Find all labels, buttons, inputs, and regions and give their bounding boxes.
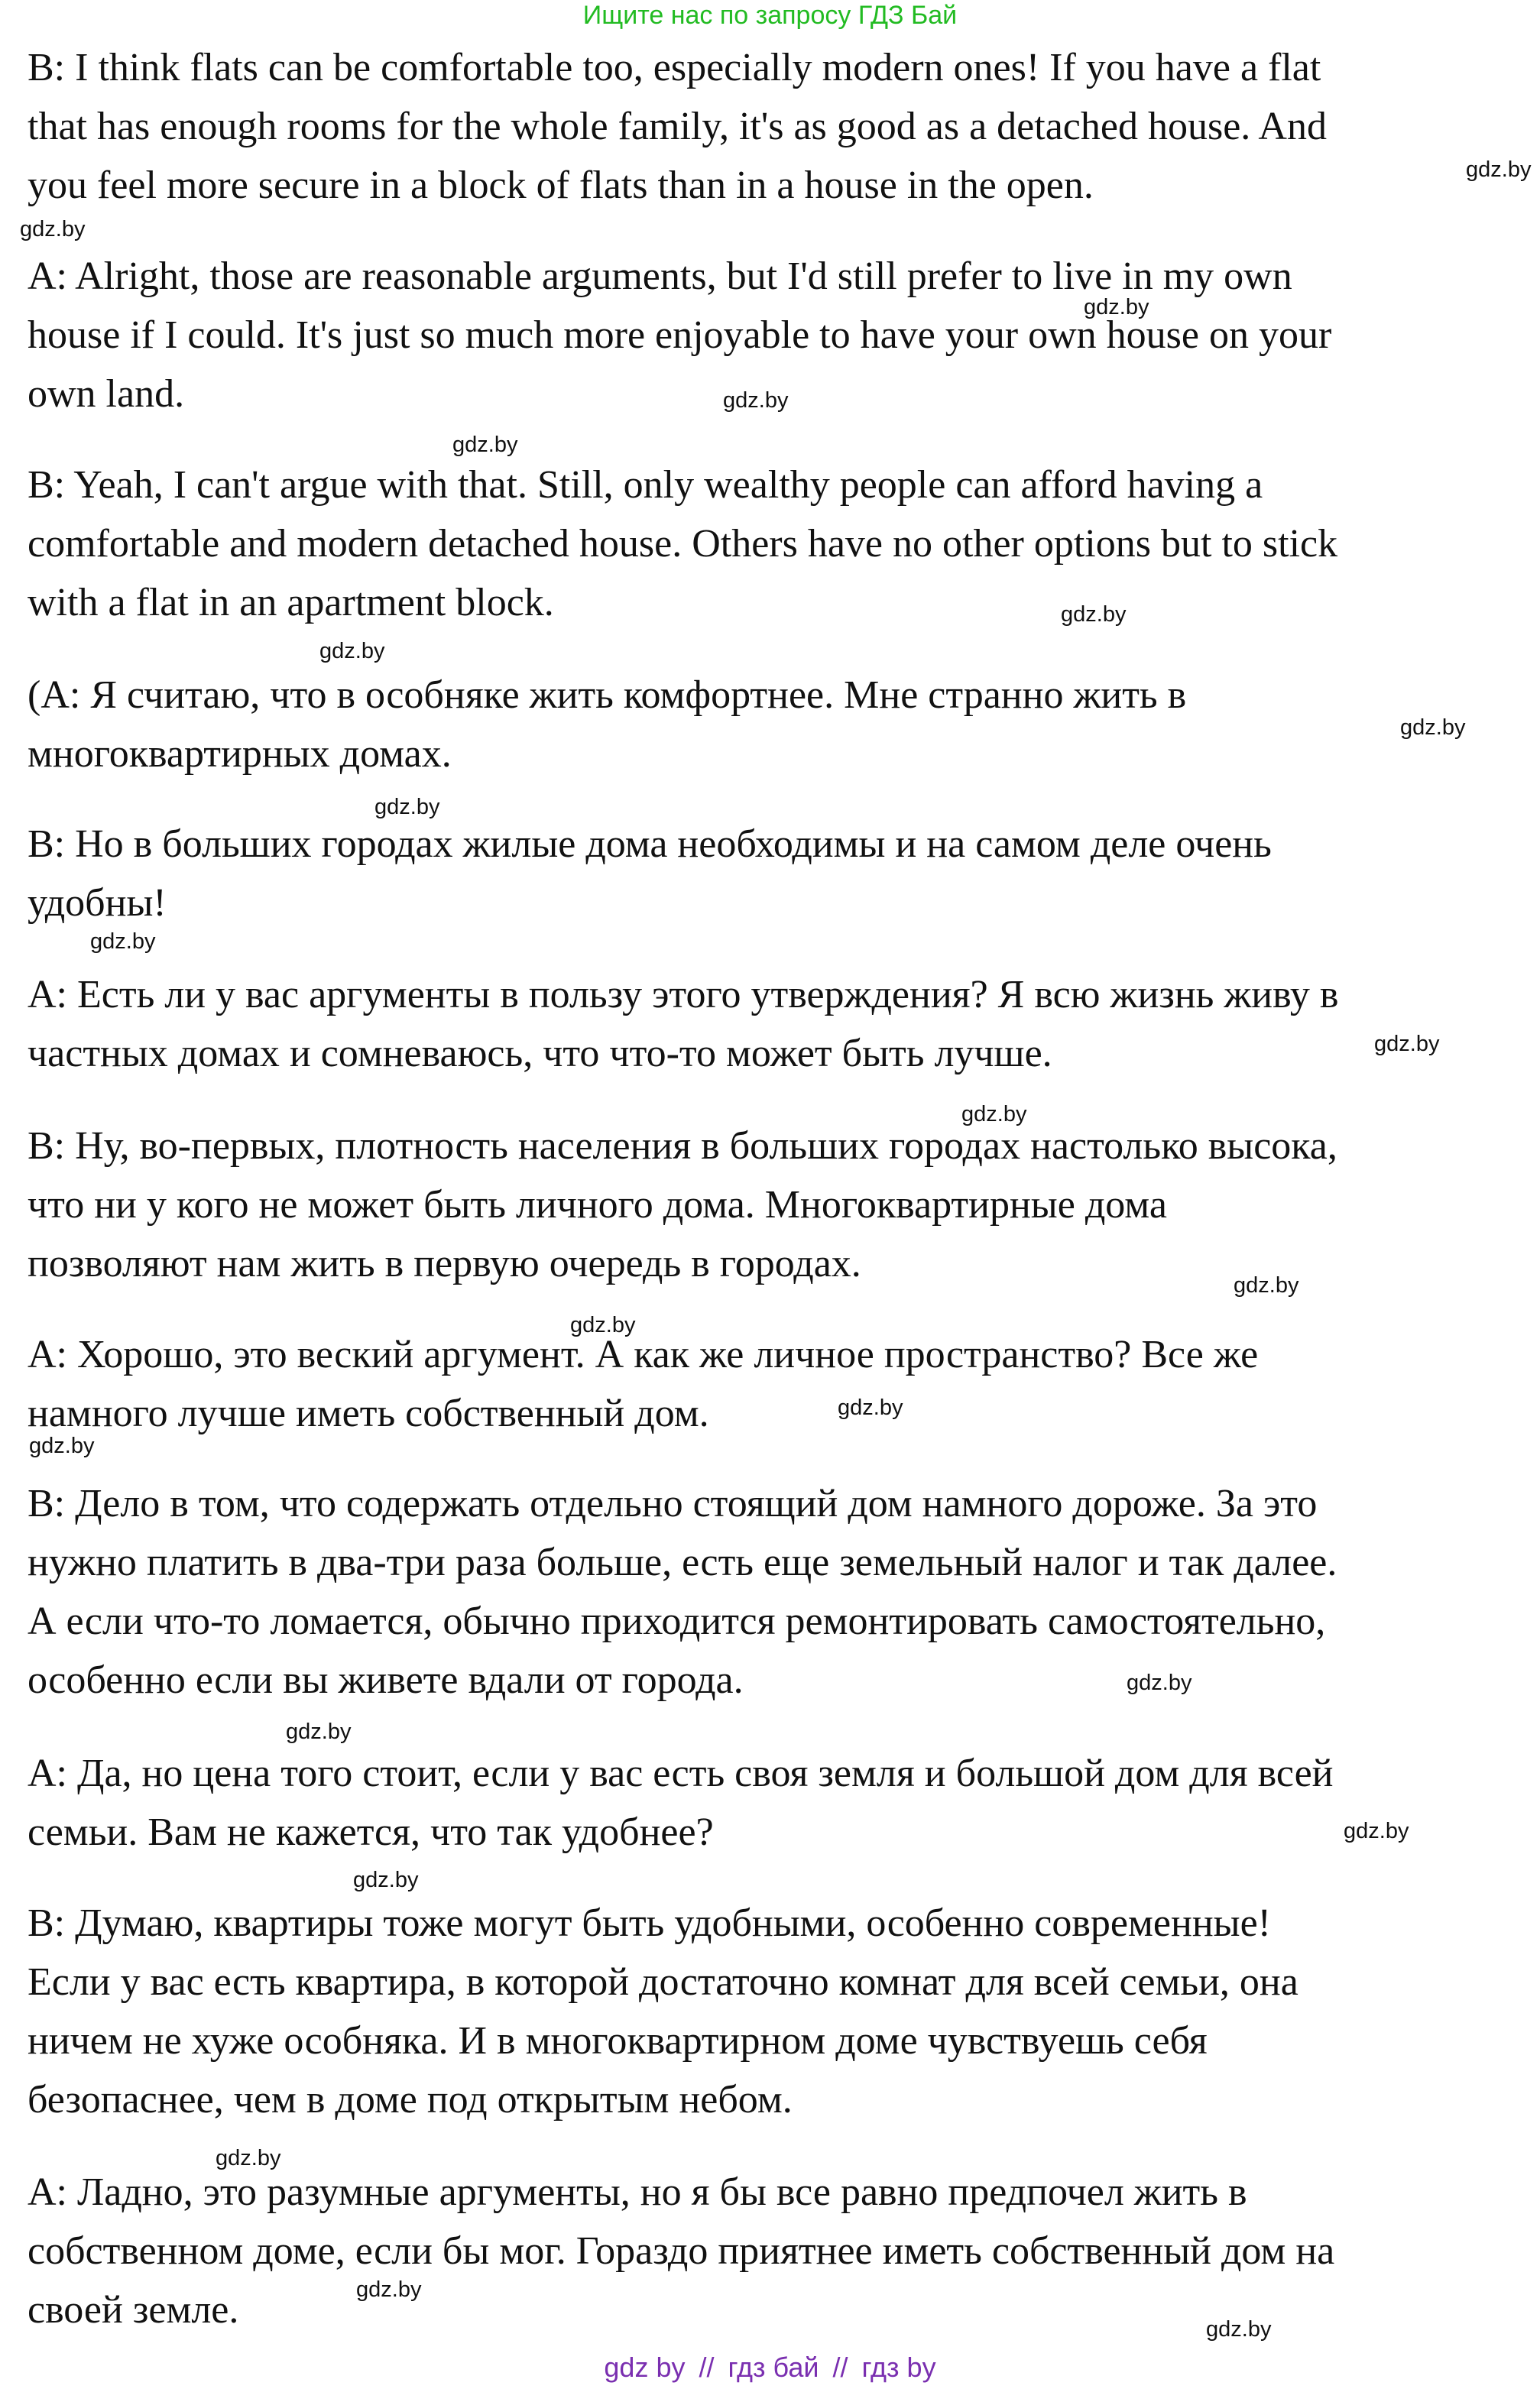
footer-link-gdz-bai[interactable]: гдз бай (728, 2352, 819, 2383)
watermark: gdz.by (20, 217, 86, 241)
dialogue-paragraph-11: B: Думаю, квартиры тоже могут быть удобными, особенно современные! Если у вас есть квартира, в которой достаточно комнат для всей семьи, она ничем не хуже особняка. И в многоквартирном доме чувствуешь себя безопаснее, чем в доме под открытым небом. (28, 1901, 1298, 2122)
dialogue-paragraph-12: A: Ладно, это разумные аргументы, но я бы все равно предпочел жить в собственном доме, если бы мог. Гораздо приятнее иметь собственный дом на своей земле. (28, 2170, 1335, 2332)
watermark: gdz.by (356, 2277, 422, 2302)
dialogue-paragraph-3: B: Yeah, I can't argue with that. Still, only wealthy people can afford having a comfortable and modern detached house. Others have no other options but to stick with a flat in an apartment block. (28, 463, 1338, 624)
footer-separator: // (832, 2352, 848, 2383)
watermark: gdz.by (1234, 1273, 1299, 1298)
watermark: gdz.by (1466, 157, 1532, 182)
watermark: gdz.by (723, 388, 789, 413)
footer-link-gdz-by[interactable]: gdz by (604, 2352, 686, 2383)
watermark: gdz.by (1374, 1032, 1440, 1056)
dialogue-paragraph-4: (A: Я считаю, что в особняке жить комфортнее. Мне странно жить в многоквартирных домах. (28, 673, 1187, 776)
dialogue-paragraph-8: A: Хорошо, это веский аргумент. А как же личное пространство? Все же намного лучше иметь собственный дом. (28, 1333, 1259, 1435)
watermark: gdz.by (1061, 602, 1127, 627)
watermark: gdz.by (1344, 1819, 1409, 1843)
dialogue-paragraph-10: A: Да, но цена того стоит, если у вас есть своя земля и большой дом для всей семьи. Вам не кажется, что так удобнее? (28, 1752, 1334, 1854)
dialogue-paragraph-1: B: I think flats can be comfortable too, especially modern ones! If you have a flat that has enough rooms for the whole family, it's as good as a detached house. And you feel more secure in a block of flats than in a house in the open. (28, 46, 1327, 207)
watermark: gdz.by (961, 1102, 1027, 1126)
dialogue-paragraph-7: B: Ну, во-первых, плотность населения в больших городах настолько высока, что ни у кого не может быть личного дома. Многоквартирные дома позволяют нам жить в первую очередь в городах. (28, 1124, 1337, 1285)
watermark: gdz.by (374, 795, 440, 819)
watermark: gdz.by (570, 1313, 636, 1337)
watermark: gdz.by (216, 2146, 281, 2170)
watermark: gdz.by (1206, 2317, 1272, 2342)
watermark: gdz.by (452, 433, 518, 457)
watermark: gdz.by (29, 1434, 95, 1458)
watermark: gdz.by (319, 639, 385, 663)
dialogue-paragraph-6: A: Есть ли у вас аргументы в пользу этого утверждения? Я всю жизнь живу в частных домах и сомневаюсь, что что-то может быть лучше. (28, 973, 1339, 1075)
dialogue-paragraph-9: B: Дело в том, что содержать отдельно стоящий дом намного дороже. За это нужно платить в два-три раза больше, есть еще земельный налог и так далее. А если что-то ломается, обычно приходится ремонтировать самостоятельно, особенно если вы живете вдали от города. (28, 1482, 1337, 1702)
footer-link-gdz-by-cyr[interactable]: гдз by (861, 2352, 936, 2383)
watermark: gdz.by (286, 1720, 352, 1744)
watermark: gdz.by (353, 1868, 419, 1892)
footer-separator: // (699, 2352, 715, 2383)
watermark: gdz.by (1400, 715, 1466, 740)
watermark: gdz.by (90, 929, 156, 954)
watermark: gdz.by (838, 1395, 903, 1420)
site-footer (0, 2352, 1540, 2383)
watermark: gdz.by (1084, 295, 1149, 319)
dialogue-paragraph-5: B: Но в больших городах жилые дома необходимы и на самом деле очень удобны! (28, 822, 1272, 925)
watermark: gdz.by (1127, 1671, 1192, 1695)
search-hint-header: Ищите нас по запросу ГДЗ Бай (582, 1, 958, 30)
dialogue-paragraph-2: A: Alright, those are reasonable arguments, but I'd still prefer to live in my own house if I could. It's just so much more enjoyable to have your own house on your own land. (28, 254, 1332, 416)
